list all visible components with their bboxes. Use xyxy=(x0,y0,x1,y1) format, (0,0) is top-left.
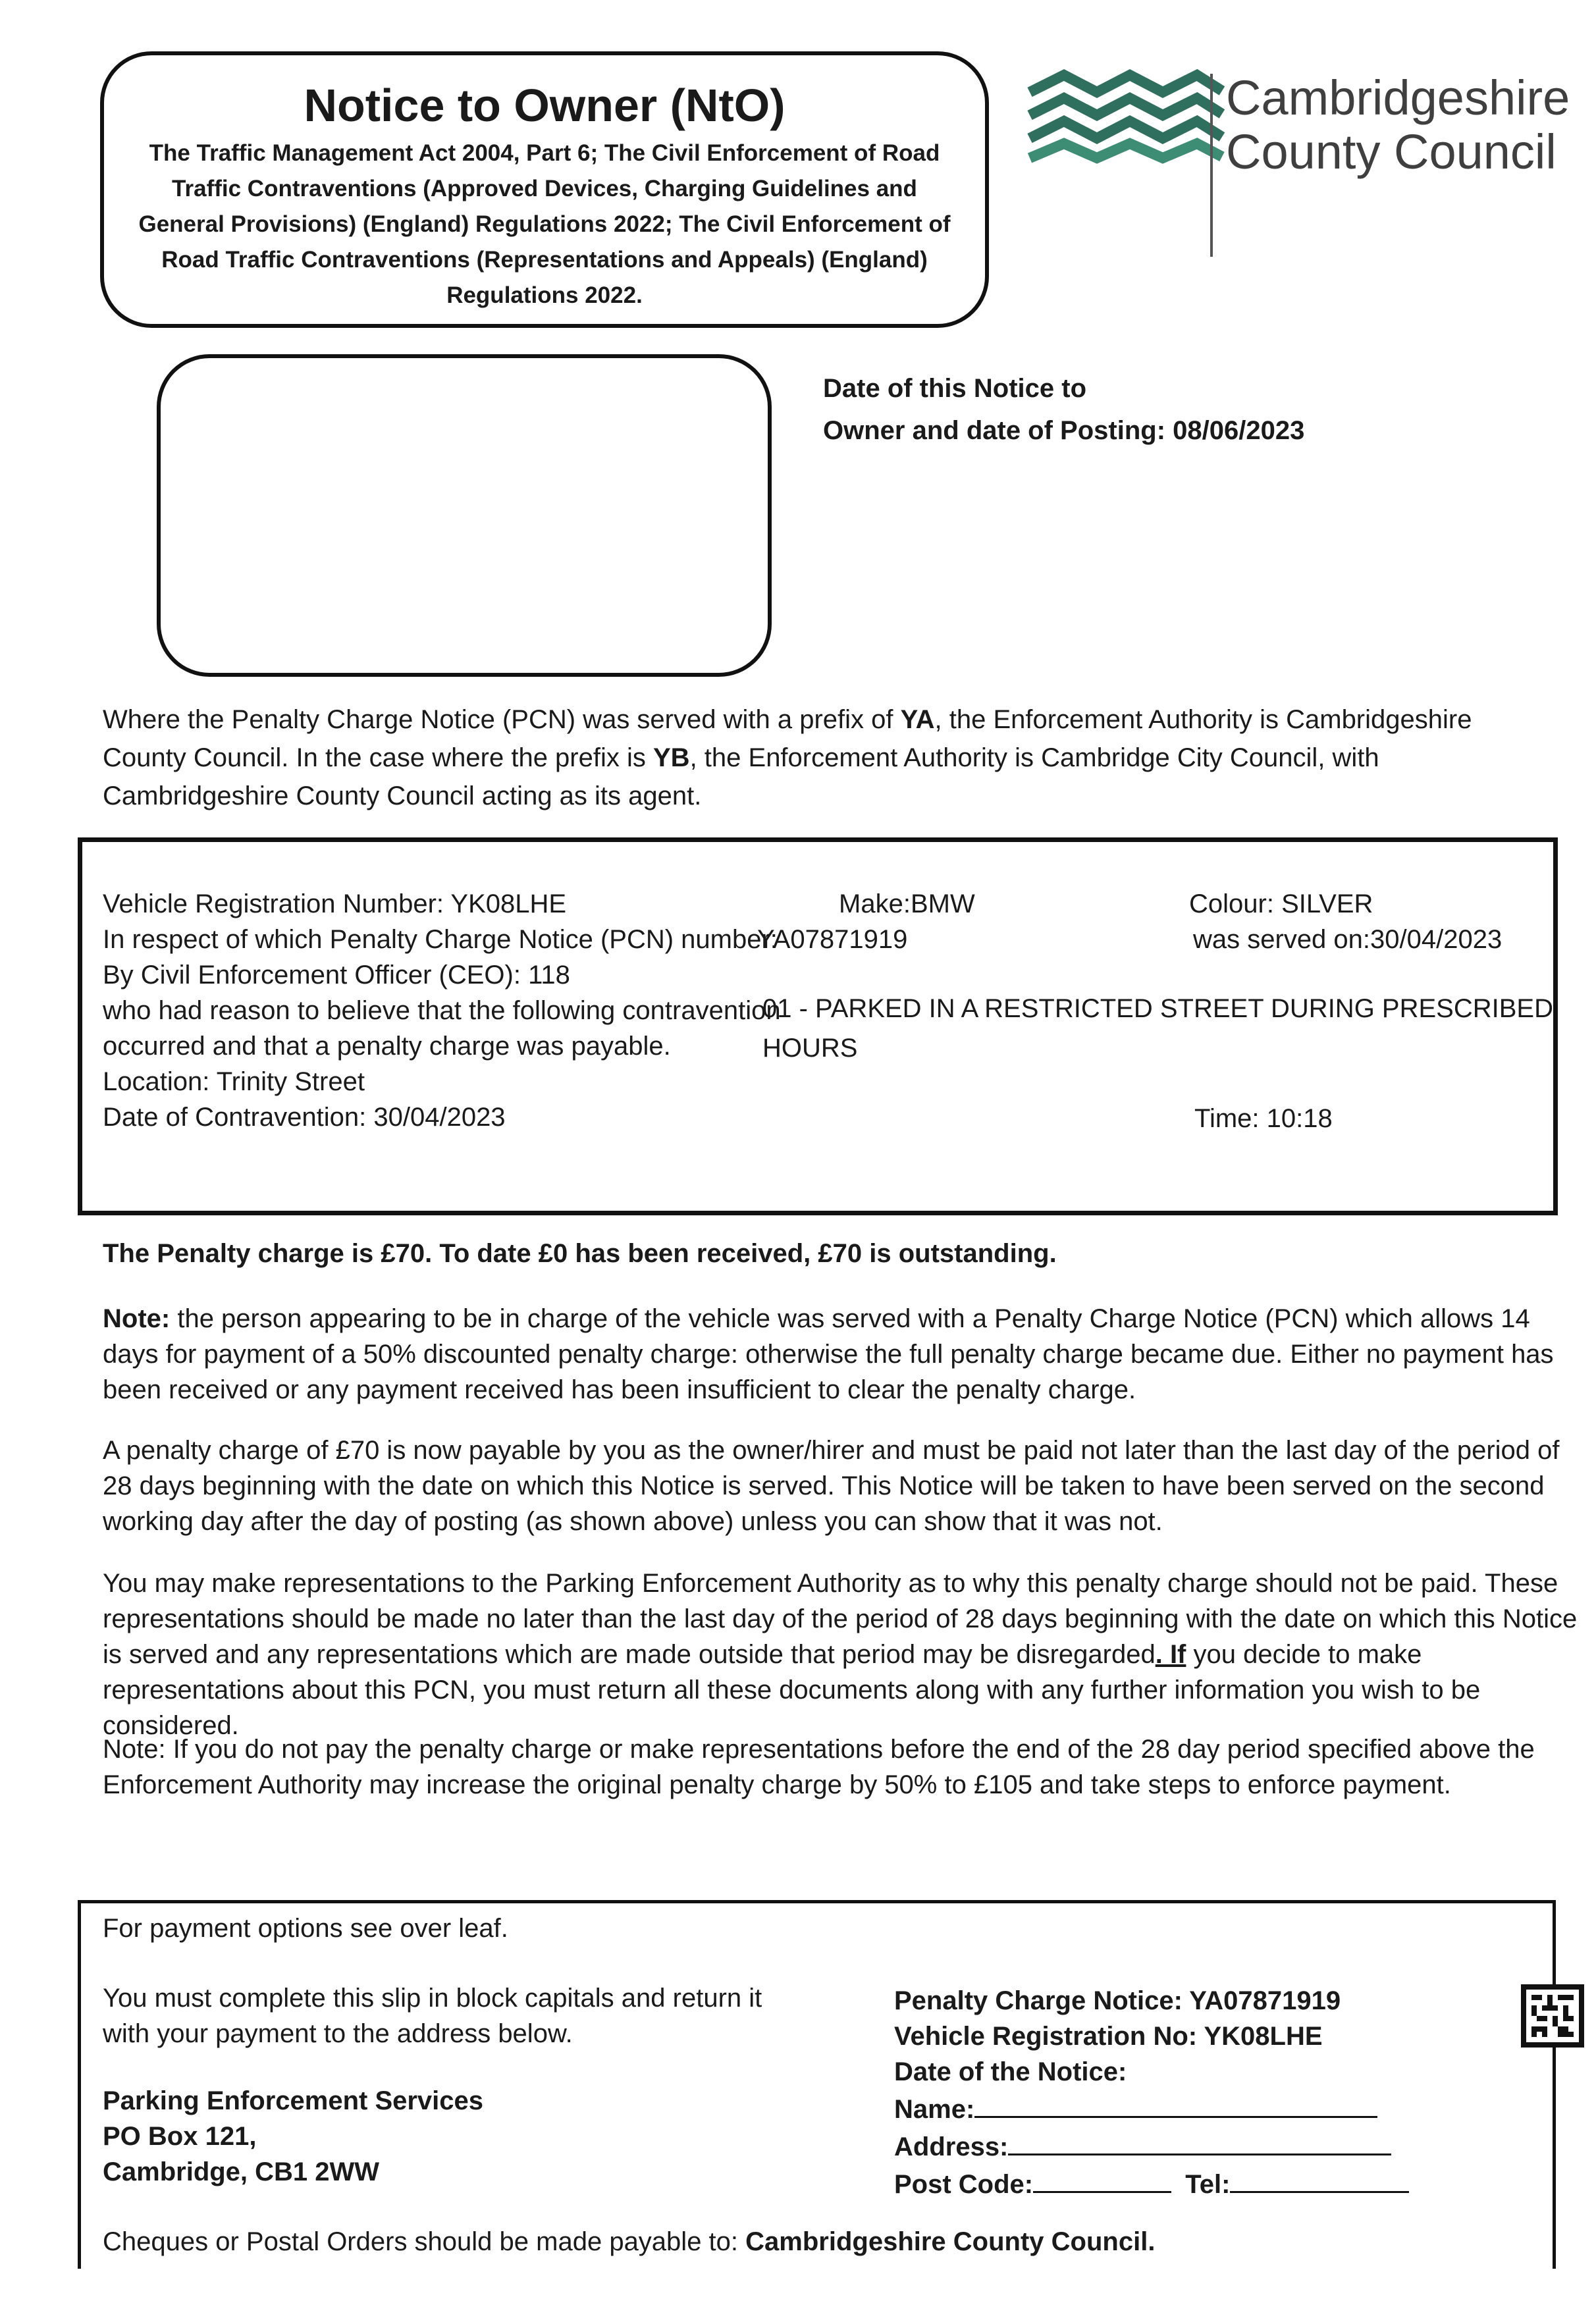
qr-code-icon xyxy=(1521,1984,1584,2048)
address-row xyxy=(894,2127,1409,2165)
penalty-summary: The Penalty charge is £70. To date £0 has been received, £70 is outstanding. xyxy=(103,1239,1057,1268)
notice-date-line1: Date of this Notice to xyxy=(823,374,1087,403)
cheques-payee: Cambridgeshire County Council. xyxy=(745,2227,1156,2256)
vrn-value: YK08LHE xyxy=(450,889,567,918)
legislation-line: Traffic Contraventions (Approved Devices, Charging Guidelines and xyxy=(172,176,917,201)
slip-instructions-line: with your payment to the address below. xyxy=(103,2019,573,2048)
representations-text: you decide to make representations about this PCN, you must return all these documents along with any further information you wish to be considered. xyxy=(103,1640,1481,1740)
make-value: BMW xyxy=(910,889,975,918)
contravention-line: 01 - PARKED IN A RESTRICTED STREET DURING PRESCRIBED xyxy=(762,994,1553,1023)
return-address-line: PO Box 121, xyxy=(103,2122,257,2151)
prefix-ya: YA xyxy=(900,705,935,734)
prefix-text: , the Enforcement Authority is Cambridgeshire County Council. In the case where the prefix is xyxy=(103,705,1472,772)
time-value: 10:18 xyxy=(1266,1104,1333,1133)
notice-date xyxy=(823,367,1304,452)
slip-notice-date: Date of the Notice: xyxy=(894,2057,1127,2086)
increase-paragraph: Note: If you do not pay the penalty charge or make representations before the end of the 28 day period specified above the Enforcement Authority may increase the original penalty charge by 50% to £105 and take steps to enforce payment. xyxy=(103,1735,1535,1799)
vrn-label: Vehicle Registration Number: xyxy=(103,889,444,918)
make-row xyxy=(839,886,975,922)
ceo-label: By Civil Enforcement Officer (CEO): xyxy=(103,961,521,990)
slip-instructions xyxy=(103,1980,762,2051)
slip-pcn: Penalty Charge Notice: YA07871919 xyxy=(894,1986,1341,2015)
cheques-line xyxy=(103,2224,1155,2259)
pcn-label: In respect of which Penalty Charge Notice (PCN) number: xyxy=(103,925,778,954)
slip-vrn: Vehicle Registration No: YK08LHE xyxy=(894,2022,1323,2051)
representations-if: . If xyxy=(1155,1640,1186,1669)
return-address-line: Cambridge, CB1 2WW xyxy=(103,2157,380,2186)
legislation-line: Regulations 2022. xyxy=(446,282,643,308)
representations-paragraph xyxy=(103,1566,1578,1743)
slip-form xyxy=(894,1983,1409,2202)
address-label: Address: xyxy=(894,2132,1009,2161)
make-label: Make: xyxy=(839,889,911,918)
contravention-date-row xyxy=(103,1099,506,1135)
location-label: Location: xyxy=(103,1067,210,1096)
note-paragraph xyxy=(103,1301,1578,1408)
legislation-line: Road Traffic Contraventions (Representations and Appeals) (England) xyxy=(161,247,928,273)
name-label: Name: xyxy=(894,2095,975,2124)
slip-border-left xyxy=(78,1900,81,2269)
colour-label: Colour: xyxy=(1189,889,1274,918)
postcode-field[interactable] xyxy=(1033,2165,1171,2193)
location-value: Trinity Street xyxy=(216,1067,365,1096)
slip-instructions-line: You must complete this slip in block capitals and return it xyxy=(103,1984,762,2013)
tel-field[interactable] xyxy=(1230,2165,1409,2193)
legislation-text xyxy=(136,136,953,313)
prefix-paragraph xyxy=(103,700,1512,815)
representations-text: You may make representations to the Parking Enforcement Authority as to why this penalty charge should not be paid. These representations should be made no later than the last day of the period of 28 days beginning with the date on which this Notice is served and any representations which are made outside that period may be disregarded xyxy=(103,1569,1578,1669)
notice-title-box xyxy=(100,51,989,328)
colour-value: SILVER xyxy=(1281,889,1373,918)
note-text: the person appearing to be in charge of the vehicle was served with a Penalty Charge Notice (PCN) which allows 14 days for payment of a 50% discounted penalty charge: otherwise the full penalty charge became due. Either no payment has been received or any payment received has been insufficient to clear the penalty charge. xyxy=(103,1304,1554,1404)
colour-row xyxy=(1189,886,1373,922)
postcode-label: Post Code: xyxy=(894,2170,1034,2199)
name-row xyxy=(894,2090,1409,2127)
served-value: 30/04/2023 xyxy=(1370,925,1503,954)
name-field[interactable] xyxy=(974,2090,1377,2118)
served-row xyxy=(1193,922,1502,957)
notice-title: Notice to Owner (NtO) xyxy=(304,80,785,131)
legislation-line: General Provisions) (England) Regulations 2022; The Civil Enforcement of xyxy=(138,211,951,237)
tel-label: Tel: xyxy=(1185,2170,1231,2199)
payment-options-text: For payment options see over leaf. xyxy=(103,1914,508,1943)
time-row xyxy=(1194,1101,1333,1136)
prefix-text: , the Enforcement Authority is Cambridge City Council, with Cambridgeshire County Council acting as its agent. xyxy=(103,743,1379,810)
cheques-text: Cheques or Postal Orders should be made payable to: xyxy=(103,2227,746,2256)
slip-border-top xyxy=(78,1900,1555,1903)
pcn-number: YA07871919 xyxy=(757,925,908,954)
note-label: Note: xyxy=(103,1304,171,1333)
reason-text xyxy=(103,993,781,1064)
council-name-line1: Cambridgeshire xyxy=(1226,70,1570,125)
time-label: Time: xyxy=(1194,1104,1260,1133)
prefix-yb: YB xyxy=(652,743,690,772)
location-row xyxy=(103,1064,365,1099)
council-name-line2: County Council xyxy=(1226,124,1556,179)
reason-line: occurred and that a penalty charge was payable. xyxy=(103,1032,671,1061)
notice-date-line2: Owner and date of Posting: 08/06/2023 xyxy=(823,416,1305,445)
return-address-line: Parking Enforcement Services xyxy=(103,2086,484,2115)
legislation-line: The Traffic Management Act 2004, Part 6; The Civil Enforcement of Road xyxy=(149,140,940,166)
contravention-line: HOURS xyxy=(762,1034,858,1063)
ceo-value: 118 xyxy=(528,961,570,990)
contravention-date-value: 30/04/2023 xyxy=(373,1103,506,1132)
logo-divider xyxy=(1210,74,1213,257)
slip-border-right xyxy=(1553,1900,1556,2269)
ceo-row xyxy=(103,957,570,993)
contravention-description xyxy=(762,989,1553,1068)
return-address xyxy=(103,2083,483,2190)
address-field[interactable] xyxy=(1008,2127,1391,2155)
council-logo-icon xyxy=(1024,66,1229,165)
council-name xyxy=(1226,71,1570,179)
reason-line: who had reason to believe that the following contravention xyxy=(103,996,781,1025)
vrn-row xyxy=(103,886,566,922)
pcn-row xyxy=(103,922,778,957)
prefix-text: Where the Penalty Charge Notice (PCN) was served with a prefix of xyxy=(103,705,901,734)
postcode-row xyxy=(894,2165,1409,2202)
payable-paragraph: A penalty charge of £70 is now payable by you as the owner/hirer and must be paid not later than the last day of the period of 28 days beginning with the date on which this Notice is served. This Notice will be taken to have been served on the second working day after the day of posting (as shown above) unless you can show that it was not. xyxy=(103,1436,1560,1536)
contravention-date-label: Date of Contravention: xyxy=(103,1103,367,1132)
address-window xyxy=(157,354,772,677)
served-label: was served on: xyxy=(1193,925,1371,954)
